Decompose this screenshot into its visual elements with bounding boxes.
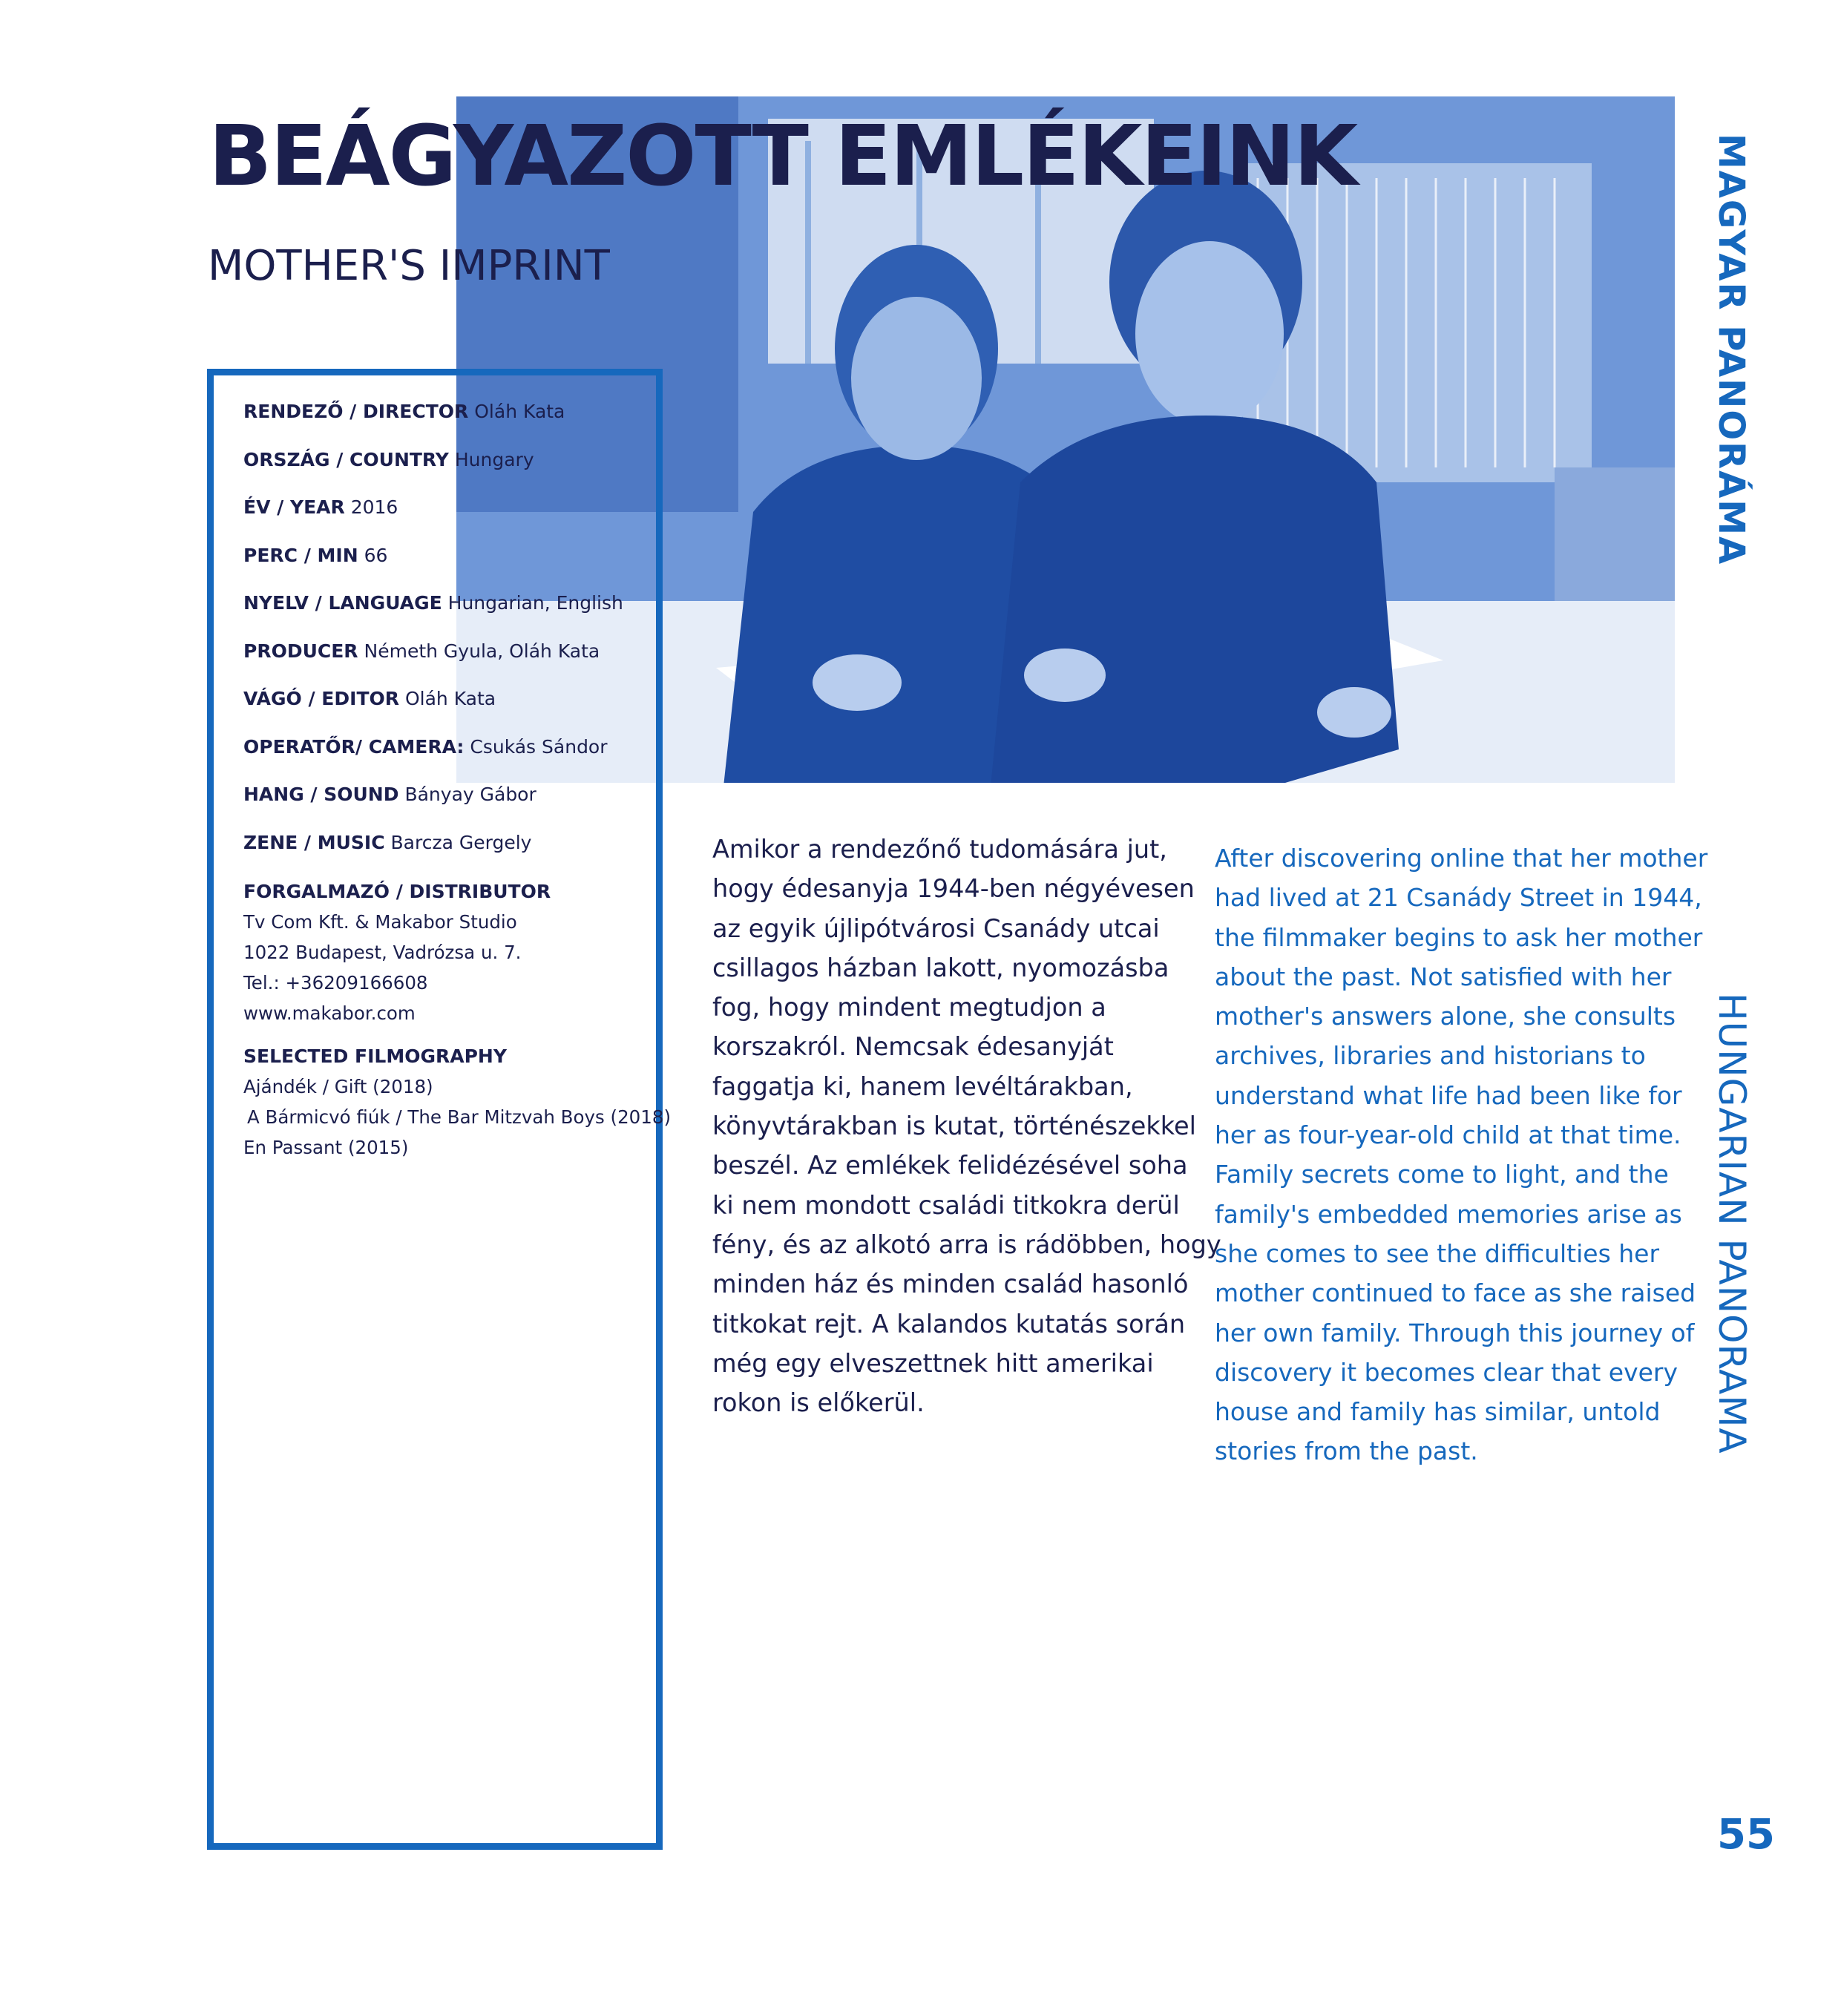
section-label-hungarian: MAGYAR PANORÁMA [1710,134,1752,566]
synopsis-hungarian [712,830,1221,1422]
synopsis-line: her as four-year-old child at that time. [1215,1120,1681,1150]
synopsis-line: understand what life had been like for [1215,1080,1682,1110]
film-title-hungarian: BEÁGYAZOTT EMLÉKEINK [209,108,1357,205]
synopsis-line: minden ház és minden család hasonló [712,1270,1189,1299]
credit-editor: VÁGÓ / EDITOR Oláh Kata [243,688,496,709]
synopsis-line: mother continued to face as she raised [1215,1278,1696,1308]
synopsis-line: had lived at 21 Csanády Street in 1944, [1215,883,1702,913]
credit-language: NYELV / LANGUAGE Hungarian, English [243,592,623,614]
filmography-item: Ajándék / Gift (2018) [243,1076,433,1097]
credit-music: ZENE / MUSIC Barcza Gergely [243,831,532,853]
synopsis-line: az egyik újlipótvárosi Csanády utcai [712,913,1160,943]
synopsis-line: discovery it becomes clear that every [1215,1357,1678,1387]
filmography-heading: SELECTED FILMOGRAPHY [243,1045,507,1067]
credit-director: RENDEZŐ / DIRECTOR Oláh Kata [243,401,565,422]
synopsis-line: house and family has similar, untold [1215,1397,1661,1427]
filmography-item: A Bármicvó fiúk / The Bar Mitzvah Boys (2018) [247,1106,672,1128]
distributor-line: 1022 Budapest, Vadrózsa u. 7. [243,942,522,963]
distributor-line: www.makabor.com [243,1002,416,1024]
credit-sound: HANG / SOUND Bányay Gábor [243,784,536,805]
synopsis-line: archives, libraries and historians to [1215,1041,1646,1071]
distributor-line: Tel.: +36209166608 [243,972,428,994]
synopsis-line: könyvtárakban is kutat, történészekkel [712,1112,1196,1141]
synopsis-line: csillagos házban lakott, nyomozásba [712,953,1169,982]
synopsis-line: rokon is előkerül. [712,1388,925,1418]
synopsis-line: the filmmaker begins to ask her mother [1215,922,1703,952]
credit-producer: PRODUCER Németh Gyula, Oláh Kata [243,640,600,662]
credit-year: ÉV / YEAR 2016 [243,496,398,518]
distributor-line: Tv Com Kft. & Makabor Studio [243,911,517,933]
synopsis-line: korszakról. Nemcsak édesanyját [712,1032,1114,1062]
synopsis-line: faggatja ki, hanem levéltárakban, [712,1071,1133,1101]
synopsis-line: ki nem mondott családi titkokra derül [712,1190,1180,1220]
synopsis-line: mother's answers alone, she consults [1215,1002,1676,1031]
synopsis-line: stories from the past. [1215,1437,1478,1466]
synopsis-line: fog, hogy mindent megtudjon a [712,993,1106,1022]
synopsis-line: titkokat rejt. A kalandos kutatás során [712,1309,1186,1339]
synopsis-line: beszél. Az emlékek felidézésével soha [712,1151,1188,1181]
synopsis-line: még egy elveszettnek hitt amerikai [712,1348,1154,1378]
film-title-english: MOTHER'S IMPRINT [208,242,610,290]
synopsis-line: fény, és az alkotó arra is rádöbben, hogy [712,1229,1221,1259]
filmography-item: En Passant (2015) [243,1137,409,1158]
synopsis-line: hogy édesanyja 1944-ben négyévesen [712,874,1195,904]
page-number: 55 [1717,1810,1775,1859]
credit-minutes: PERC / MIN 66 [243,544,388,566]
filmography-block [243,1042,672,1163]
synopsis-line: Family secrets come to light, and the [1215,1160,1669,1189]
synopsis-line: family's embedded memories arise as [1215,1199,1682,1229]
synopsis-line: she comes to see the difficulties her [1215,1238,1660,1268]
synopsis-line: about the past. Not satisfied with her [1215,962,1672,991]
credit-camera: OPERATŐR/ CAMERA: Csukás Sándor [243,735,608,758]
credit-country: ORSZÁG / COUNTRY Hungary [243,448,534,470]
synopsis-line: After discovering online that her mother [1215,844,1708,873]
credits-list [243,397,672,1163]
synopsis-english [1215,838,1708,1471]
distributor-block [243,877,659,1028]
distributor-heading: FORGALMAZÓ / DISTRIBUTOR [243,881,551,902]
synopsis-line: Amikor a rendezőnő tudomására jut, [712,835,1167,864]
section-label-english: HUNGARIAN PANORAMA [1710,993,1753,1454]
synopsis-line: her own family. Through this journey of [1215,1318,1695,1347]
